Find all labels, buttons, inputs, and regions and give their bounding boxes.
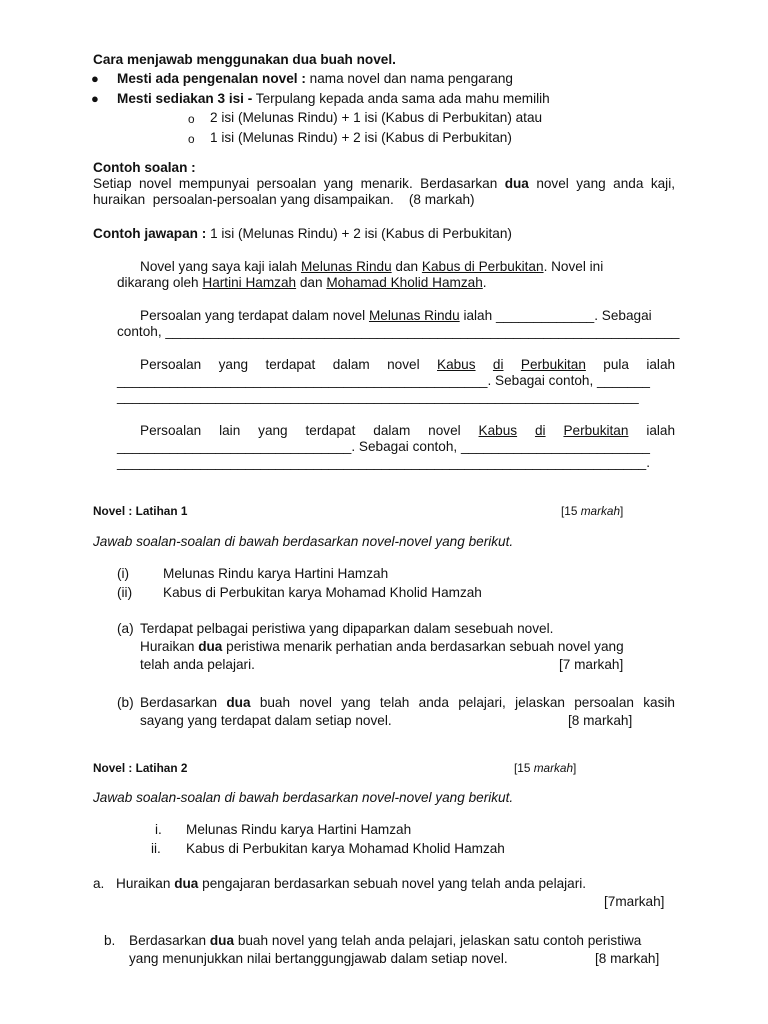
- latihan1-novel-2: Kabus di Perbukitan karya Mohamad Kholid Hamzah: [163, 585, 482, 600]
- contoh-soalan-heading: Contoh soalan :: [93, 160, 196, 175]
- latihan2-novel-2: Kabus di Perbukitan karya Mohamad Kholid Hamzah: [186, 841, 505, 856]
- latihan1-qb-line-1: Berdasarkan dua buah novel yang telah anda pelajari, jelaskan persoalan kasih: [140, 695, 675, 710]
- latihan2-qb-line-1: Berdasarkan dua buah novel yang telah anda pelajari, jelaskan satu contoh peristiwa: [129, 933, 642, 948]
- latihan2-novel-num: i.: [155, 822, 162, 837]
- latihan2-qb-line-2: yang menunjukkan nilai bertanggungjawab dalam setiap novel.: [129, 951, 508, 966]
- latihan1-qa-line-2: Huraikan dua peristiwa menarik perhatian anda berdasarkan sebuah novel yang: [140, 639, 624, 654]
- jawapan-p4-line-1: Persoalan lain yang terdapat dalam novel Kabus di Perbukitan ialah: [140, 423, 675, 438]
- contoh-soalan-line-1: Setiap novel mempunyai persoalan yang menarik. Berdasarkan dua novel yang anda kaji,: [93, 176, 675, 191]
- intro-bullet-2: Mesti sediakan 3 isi - Terpulang kepada anda sama ada mahu memilih: [117, 91, 550, 106]
- latihan1-qa-label: (a): [117, 621, 134, 636]
- latihan2-marks: [15 markah]: [514, 761, 577, 775]
- latihan1-qb-marks: [8 markah]: [568, 713, 633, 728]
- latihan1-qa-marks: [7 markah]: [559, 657, 624, 672]
- latihan2-novel-1: Melunas Rindu karya Hartini Hamzah: [186, 822, 412, 837]
- latihan1-qa-line-3: telah anda pelajari.: [140, 657, 255, 672]
- contoh-jawapan-heading: Contoh jawapan : 1 isi (Melunas Rindu) + 2 isi (Kabus di Perbukitan): [93, 226, 512, 241]
- intro-title: Cara menjawab menggunakan dua buah novel.: [93, 52, 396, 67]
- jawapan-p2-line-2: contoh, ____________________________________________________________________: [117, 324, 680, 339]
- latihan2-qa-marks: [7markah]: [604, 894, 665, 909]
- jawapan-p3-line-1: Persoalan yang terdapat dalam novel Kabus di Perbukitan pula ialah: [140, 357, 675, 372]
- latihan1-qa-line-1: Terdapat pelbagai peristiwa yang dipaparkan dalam sesebuah novel.: [140, 621, 554, 636]
- intro-bullet-1: Mesti ada pengenalan novel : nama novel dan nama pengarang: [117, 71, 513, 86]
- jawapan-p4-line-3: ______________________________________________________________________.: [117, 455, 650, 470]
- option-marker: o: [188, 112, 195, 126]
- latihan2-instruction: Jawab soalan-soalan di bawah berdasarkan novel-novel yang berikut.: [93, 790, 514, 805]
- jawapan-p3-line-3: _____________________________________________________________________: [117, 389, 639, 404]
- jawapan-p1-line-2: dikarang oleh Hartini Hamzah dan Mohamad Kholid Hamzah.: [117, 275, 487, 290]
- bullet-marker: ●: [91, 71, 99, 86]
- intro-option-2: 1 isi (Melunas Rindu) + 2 isi (Kabus di Perbukitan): [210, 130, 512, 145]
- jawapan-p4-line-2: _______________________________. Sebagai contoh, _________________________: [117, 439, 650, 454]
- jawapan-p2-line-1: Persoalan yang terdapat dalam novel Melunas Rindu ialah _____________. Sebagai: [140, 308, 652, 323]
- latihan2-qb-label: b.: [104, 933, 116, 948]
- latihan1-novel-1: Melunas Rindu karya Hartini Hamzah: [163, 566, 389, 581]
- bullet-marker: ●: [91, 91, 99, 106]
- option-marker: o: [188, 132, 195, 146]
- intro-option-1: 2 isi (Melunas Rindu) + 1 isi (Kabus di Perbukitan) atau: [210, 110, 543, 125]
- latihan1-novel-num: (i): [117, 566, 130, 581]
- latihan2-qb-marks: [8 markah]: [595, 951, 660, 966]
- latihan1-title: Novel : Latihan 1: [93, 504, 188, 518]
- latihan1-marks: [15 markah]: [561, 504, 624, 518]
- latihan1-qb-line-2: sayang yang terdapat dalam setiap novel.: [140, 713, 392, 728]
- latihan2-qa-line: Huraikan dua pengajaran berdasarkan sebuah novel yang telah anda pelajari.: [116, 876, 587, 891]
- jawapan-p3-line-2: _________________________________________________. Sebagai contoh, _______: [117, 373, 650, 388]
- jawapan-p1-line-1: Novel yang saya kaji ialah Melunas Rindu dan Kabus di Perbukitan. Novel ini: [140, 259, 604, 274]
- latihan1-instruction: Jawab soalan-soalan di bawah berdasarkan novel-novel yang berikut.: [93, 534, 514, 549]
- latihan1-qb-label: (b): [117, 695, 134, 710]
- latihan2-novel-num: ii.: [151, 841, 161, 856]
- latihan2-title: Novel : Latihan 2: [93, 761, 188, 775]
- contoh-soalan-line-2: huraikan persoalan-persoalan yang disampaikan. (8 markah): [93, 192, 475, 207]
- latihan2-qa-label: a.: [93, 876, 105, 891]
- latihan1-novel-num: (ii): [117, 585, 133, 600]
